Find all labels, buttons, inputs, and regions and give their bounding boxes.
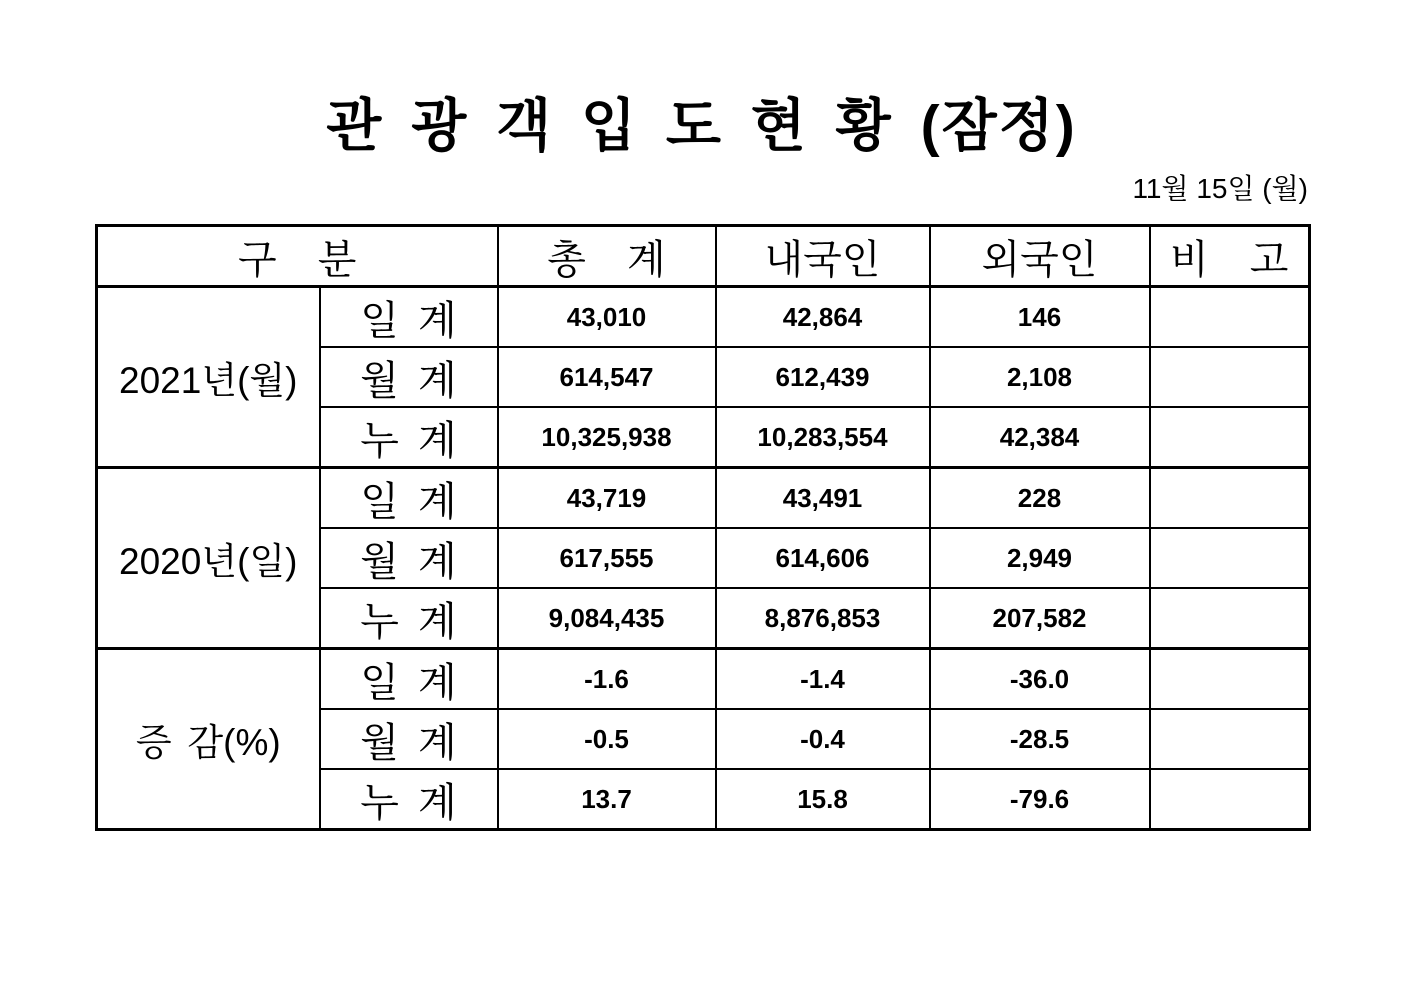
cell-total: -1.6	[498, 649, 716, 710]
report-date: 11월 15일 (월)	[1132, 173, 1308, 204]
cell-remark	[1150, 588, 1310, 649]
cell-domestic: 15.8	[716, 769, 930, 830]
cell-remark	[1150, 528, 1310, 588]
table-row	[97, 468, 1310, 529]
col-header-total: 총 계	[498, 226, 716, 287]
cell-foreigner: 2,108	[930, 347, 1150, 407]
cell-total: 43,010	[498, 287, 716, 348]
header-row	[97, 226, 1310, 287]
cell-remark	[1150, 347, 1310, 407]
col-header-domestic: 내국인	[716, 226, 930, 287]
col-header-remark: 비 고	[1150, 226, 1310, 287]
cell-foreigner: -79.6	[930, 769, 1150, 830]
row-group-2020: 2020년(일)	[97, 468, 320, 649]
row-label-daily: 일 계	[320, 287, 498, 348]
cell-remark	[1150, 407, 1310, 468]
row-label-monthly: 월 계	[320, 528, 498, 588]
row-group-change-pct: 증 감(%)	[97, 649, 320, 830]
cell-domestic: 42,864	[716, 287, 930, 348]
cell-foreigner: -36.0	[930, 649, 1150, 710]
cell-total: 617,555	[498, 528, 716, 588]
cell-domestic: 10,283,554	[716, 407, 930, 468]
cell-domestic: -1.4	[716, 649, 930, 710]
cell-foreigner: 42,384	[930, 407, 1150, 468]
cell-total: 10,325,938	[498, 407, 716, 468]
cell-remark	[1150, 769, 1310, 830]
row-label-monthly: 월 계	[320, 347, 498, 407]
row-label-cumulative: 누 계	[320, 407, 498, 468]
table-row	[97, 649, 1310, 710]
cell-remark	[1150, 287, 1310, 348]
cell-remark	[1150, 649, 1310, 710]
cell-total: 614,547	[498, 347, 716, 407]
row-label-cumulative: 누 계	[320, 769, 498, 830]
cell-total: 13.7	[498, 769, 716, 830]
cell-domestic: 614,606	[716, 528, 930, 588]
cell-domestic: 43,491	[716, 468, 930, 529]
table-row	[97, 287, 1310, 348]
row-label-monthly: 월 계	[320, 709, 498, 769]
col-header-category: 구 분	[97, 226, 498, 287]
document-title: 관 광 객 입 도 현 황 (잠정)	[326, 94, 1077, 158]
row-label-cumulative: 누 계	[320, 588, 498, 649]
cell-total: -0.5	[498, 709, 716, 769]
cell-foreigner: 2,949	[930, 528, 1150, 588]
cell-foreigner: 228	[930, 468, 1150, 529]
cell-foreigner: 146	[930, 287, 1150, 348]
cell-total: 9,084,435	[498, 588, 716, 649]
row-label-daily: 일 계	[320, 468, 498, 529]
cell-foreigner: 207,582	[930, 588, 1150, 649]
cell-total: 43,719	[498, 468, 716, 529]
row-group-2021: 2021년(월)	[97, 287, 320, 468]
col-header-foreigner: 외국인	[930, 226, 1150, 287]
cell-foreigner: -28.5	[930, 709, 1150, 769]
cell-remark	[1150, 468, 1310, 529]
cell-remark	[1150, 709, 1310, 769]
row-label-daily: 일 계	[320, 649, 498, 710]
tourist-arrivals-table	[95, 224, 1311, 831]
cell-domestic: 8,876,853	[716, 588, 930, 649]
cell-domestic: -0.4	[716, 709, 930, 769]
cell-domestic: 612,439	[716, 347, 930, 407]
